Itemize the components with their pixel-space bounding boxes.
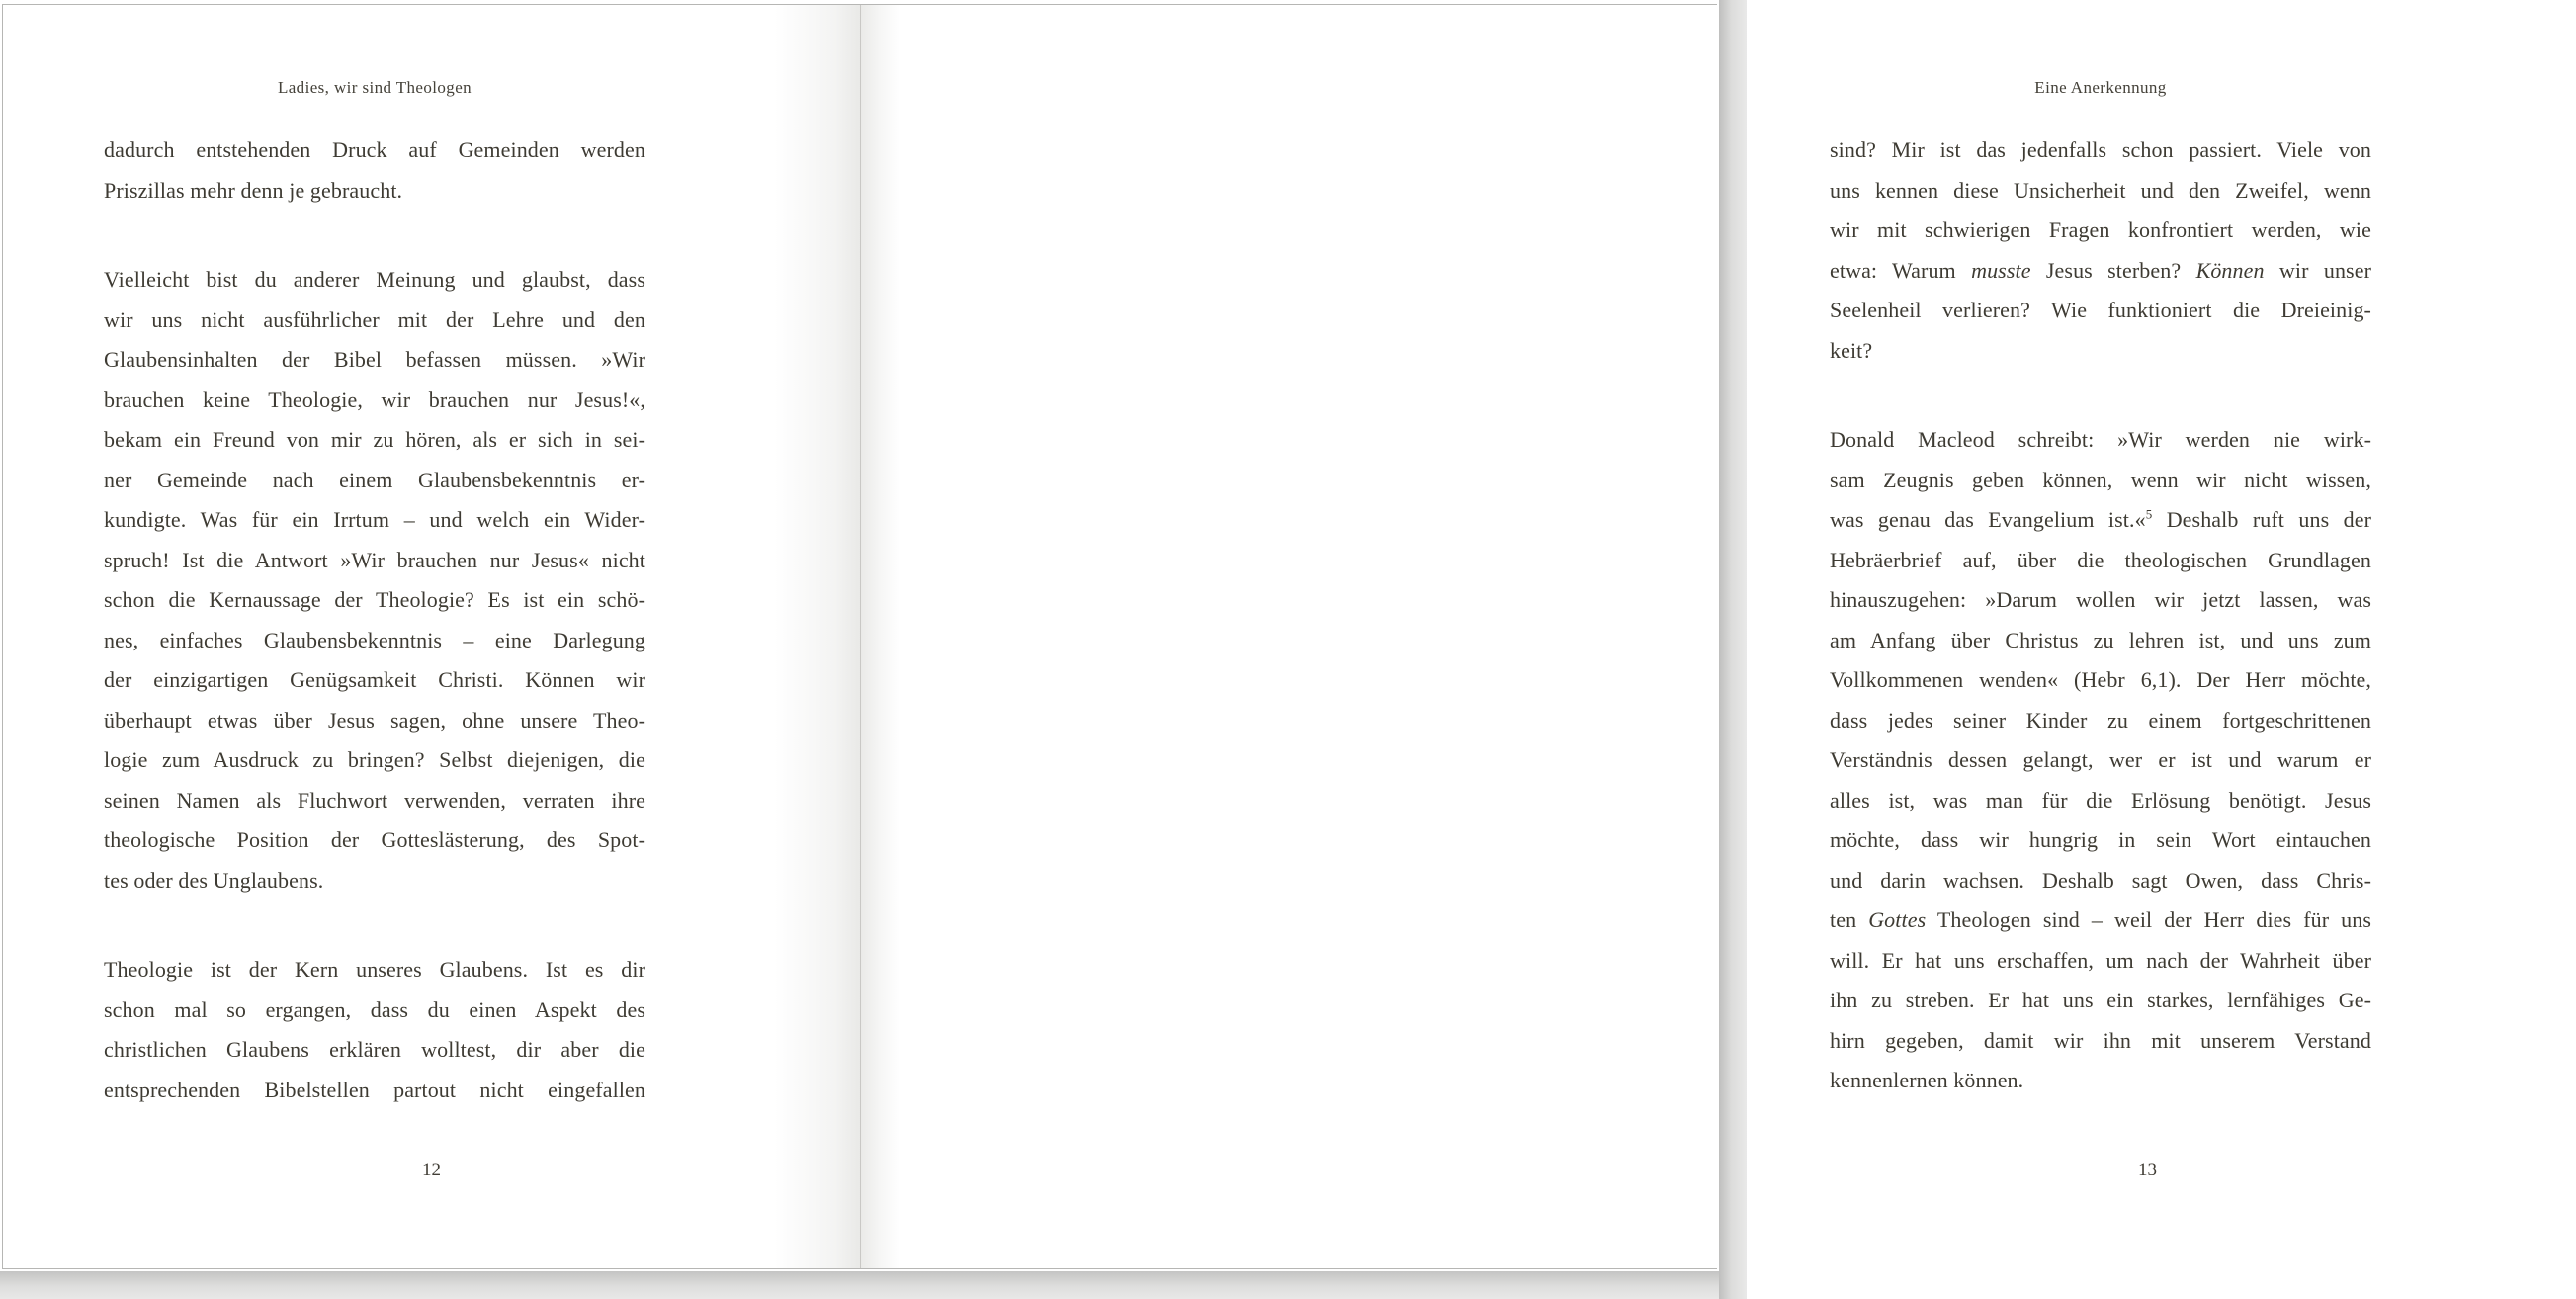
text-segment: sam Zeugnis geben können, wenn wir nicht wissen, bbox=[1830, 467, 2371, 492]
emphasized-text: Gottes bbox=[1868, 908, 1927, 932]
right_page-body bbox=[1830, 130, 2371, 1101]
left-page bbox=[3, 5, 860, 1268]
running-header-left: Ladies, wir sind Theologen bbox=[277, 78, 472, 97]
text-segment: keit? bbox=[1830, 337, 1873, 363]
text-segment: entsprechenden Bibelstellen partout nicht eingefallen bbox=[104, 1077, 645, 1102]
text-line bbox=[1830, 861, 2371, 902]
text-segment: am Anfang über Christus zu lehren ist, und uns zum bbox=[1830, 627, 2371, 652]
text-segment: bekam ein Freund von mir zu hören, als er sich in sei- bbox=[104, 427, 645, 452]
text-line bbox=[1830, 660, 2371, 701]
text-segment: dadurch entstehenden Druck auf Gemeinden werden bbox=[104, 137, 645, 162]
paragraph bbox=[1830, 420, 2371, 1101]
text-segment: logie zum Ausdruck zu bringen? Selbst diejenigen, die bbox=[104, 747, 645, 772]
text-segment: christlichen Glaubens erklären wolltest, dir aber die bbox=[104, 1037, 645, 1062]
text-segment: Theologie ist der Kern unseres Glaubens. Ist es dir bbox=[104, 957, 645, 982]
text-line bbox=[104, 171, 645, 212]
text-segment: kennenlernen können. bbox=[1830, 1068, 2024, 1092]
text-segment: ten bbox=[1830, 908, 1869, 932]
text-segment: überhaupt etwas über Jesus sagen, ohne unsere Theo- bbox=[104, 707, 645, 733]
text-line bbox=[104, 740, 645, 781]
text-line bbox=[1830, 211, 2371, 251]
text-segment: Glaubensinhalten der Bibel befassen müssen. »Wir bbox=[104, 347, 645, 372]
text-line bbox=[1830, 901, 2371, 941]
text-line bbox=[104, 541, 645, 581]
text-line bbox=[104, 821, 645, 861]
text-segment: hirn gegeben, damit wir ihn mit unserem Verstand bbox=[1830, 1027, 2371, 1053]
text-segment: was genau das Evangelium ist.« bbox=[1830, 507, 2146, 532]
text-line bbox=[104, 1071, 645, 1111]
text-segment: etwa: Warum bbox=[1830, 257, 1972, 283]
text-line bbox=[1830, 500, 2371, 541]
text-line bbox=[1830, 941, 2371, 982]
text-segment: nes, einfaches Glaubensbekenntnis – eine Darlegung bbox=[104, 627, 645, 652]
text-segment: theologische Position der Gotteslästerung, des Spot- bbox=[104, 827, 645, 852]
book-spread bbox=[2, 4, 2372, 1269]
text-segment: schon die Kernaussage der Theologie? Es ist ein schö- bbox=[104, 587, 645, 612]
text-line bbox=[1830, 171, 2371, 212]
text-line bbox=[104, 301, 645, 341]
page-number-right: 13 bbox=[2138, 1160, 2157, 1180]
text-line bbox=[104, 130, 645, 171]
paragraph bbox=[104, 950, 645, 1110]
text-line bbox=[1830, 701, 2371, 741]
text-line bbox=[1830, 821, 2371, 861]
text-segment: möchte, dass wir hungrig in sein Wort eintauchen bbox=[1830, 827, 2371, 852]
text-segment: Vielleicht bist du anderer Meinung und glaubst, dass bbox=[104, 267, 645, 292]
text-line bbox=[104, 580, 645, 621]
text-segment: schon mal so ergangen, dass du einen Aspekt des bbox=[104, 996, 645, 1022]
text-line bbox=[1830, 461, 2371, 501]
backdrop-shadow-right bbox=[1719, 0, 1747, 1299]
text-segment: alles ist, was man für die Erlösung benötigt. Jesus bbox=[1830, 787, 2371, 813]
text-segment: sind? Mir ist das jedenfalls schon passiert. Viele von bbox=[1830, 137, 2371, 162]
text-segment: brauchen keine Theologie, wir brauchen nur Jesus!«, bbox=[104, 387, 645, 412]
text-line bbox=[1830, 420, 2371, 461]
text-segment: will. Er hat uns erschaffen, um nach der Wahrheit über bbox=[1830, 947, 2371, 973]
text-segment: Verständnis dessen gelangt, wer er ist und warum er bbox=[1830, 747, 2371, 772]
text-line bbox=[1830, 740, 2371, 781]
text-line bbox=[1830, 1061, 2371, 1101]
text-segment: wir unser bbox=[2264, 257, 2372, 283]
text-segment: Donald Macleod schreibt: »Wir werden nie wirk- bbox=[1830, 427, 2371, 452]
text-line bbox=[1830, 981, 2371, 1021]
text-line bbox=[104, 861, 645, 902]
text-segment: Deshalb ruft uns der bbox=[2152, 507, 2371, 532]
text-segment: wir mit schwierigen Fragen konfrontiert werden, wie bbox=[1830, 217, 2371, 242]
text-line bbox=[104, 950, 645, 991]
text-line bbox=[1830, 781, 2371, 822]
text-line bbox=[104, 1030, 645, 1071]
text-line bbox=[104, 500, 645, 541]
text-line bbox=[1830, 251, 2371, 292]
backdrop-shadow-bottom bbox=[0, 1271, 1719, 1299]
text-line bbox=[104, 781, 645, 822]
text-line bbox=[104, 660, 645, 701]
text-segment: uns kennen diese Unsicherheit und den Zweifel, wenn bbox=[1830, 177, 2371, 203]
paragraph bbox=[104, 260, 645, 901]
text-line bbox=[1830, 1021, 2371, 1062]
footnote-marker: 5 bbox=[2145, 506, 2153, 522]
text-segment: Jesus sterben? bbox=[2030, 257, 2196, 283]
text-segment: Priszillas mehr denn je gebraucht. bbox=[104, 177, 403, 203]
text-segment: Hebräerbrief auf, über die theologischen Grundlagen bbox=[1830, 547, 2371, 572]
text-line bbox=[1830, 580, 2371, 621]
text-line bbox=[104, 991, 645, 1031]
text-line bbox=[104, 420, 645, 461]
text-line bbox=[104, 701, 645, 741]
text-segment: hinauszugehen: »Darum wollen wir jetzt lassen, was bbox=[1830, 587, 2371, 612]
text-segment: tes oder des Unglaubens. bbox=[104, 867, 324, 893]
paragraph bbox=[1830, 130, 2371, 371]
text-segment: Theologen sind – weil der Herr dies für uns bbox=[1926, 908, 2372, 932]
text-line bbox=[1830, 291, 2371, 331]
text-line bbox=[1830, 331, 2371, 372]
text-segment: ihn zu streben. Er hat uns ein starkes, lernfähiges Ge- bbox=[1830, 988, 2371, 1012]
text-line bbox=[1830, 621, 2371, 661]
emphasized-text: Können bbox=[2195, 257, 2265, 283]
book-gutter-fold bbox=[860, 5, 861, 1268]
text-segment: seinen Namen als Fluchwort verwenden, verraten ihre bbox=[104, 787, 645, 813]
text-line bbox=[104, 260, 645, 301]
right-page bbox=[861, 5, 2372, 1268]
text-segment: und darin wachsen. Deshalb sagt Owen, dass Chris- bbox=[1830, 867, 2371, 893]
running-header-right: Eine Anerkennung bbox=[2034, 78, 2167, 97]
text-line bbox=[104, 461, 645, 501]
text-segment: dass jedes seiner Kinder zu einem fortgeschrittenen bbox=[1830, 707, 2371, 733]
emphasized-text: musste bbox=[1971, 257, 2031, 283]
text-line bbox=[1830, 541, 2371, 581]
text-segment: Vollkommenen wenden« (Hebr 6,1). Der Herr möchte, bbox=[1830, 667, 2371, 692]
text-line bbox=[104, 621, 645, 661]
left_page-body bbox=[104, 130, 645, 1110]
text-segment: wir uns nicht ausführlicher mit der Lehre und den bbox=[104, 306, 645, 332]
text-line bbox=[104, 381, 645, 421]
text-segment: spruch! Ist die Antwort »Wir brauchen nur Jesus« nicht bbox=[104, 547, 645, 572]
text-line bbox=[104, 340, 645, 381]
text-line bbox=[1830, 130, 2371, 171]
paragraph bbox=[104, 130, 645, 211]
text-segment: kundigte. Was für ein Irrtum – und welch ein Wider- bbox=[104, 507, 645, 532]
text-segment: ner Gemeinde nach einem Glaubensbekenntnis er- bbox=[104, 467, 645, 492]
text-segment: Seelenheil verlieren? Wie funktioniert die Dreieinig- bbox=[1830, 298, 2371, 322]
page-number-left: 12 bbox=[422, 1160, 441, 1180]
text-segment: der einzigartigen Genügsamkeit Christi. Können wir bbox=[104, 667, 645, 692]
